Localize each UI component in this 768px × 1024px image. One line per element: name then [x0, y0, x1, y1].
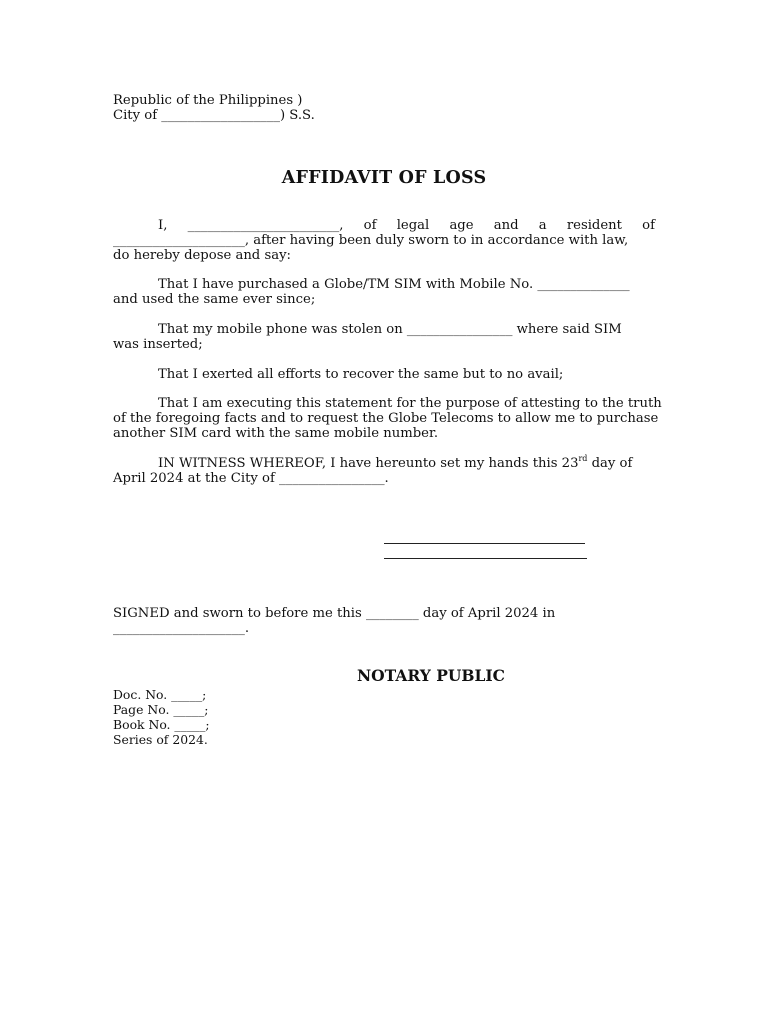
jurat-line-1: SIGNED and sworn to before me this ________ day of April 2024 in: [113, 606, 556, 621]
notary-public-heading: NOTARY PUBLIC: [356, 666, 505, 685]
stolen-line-1: [113, 322, 655, 337]
affiant-signature-line: [384, 543, 585, 544]
intro-line-2: ____________________, after having been duly sworn to in accordance with law,: [113, 233, 629, 248]
ordinal-suffix: rd: [578, 453, 588, 463]
witness-line-2: April 2024 at the City of ________________.: [113, 471, 389, 486]
witness-line-1-text: IN WITNESS WHEREOF, I have hereunto set my hands this 23: [158, 456, 579, 471]
stolen-line-2: was inserted;: [113, 337, 203, 352]
witness-line-1: [113, 453, 655, 471]
sim-line-1: [113, 277, 655, 292]
intro-line-1: [113, 218, 655, 233]
jurat-line-2: ____________________.: [113, 621, 250, 636]
doc-number: Doc. No. _____;: [113, 687, 207, 702]
venue-city: City of __________________) S.S.: [113, 108, 315, 123]
purpose-line-1-text: That I am executing this statement for the purpose of attesting to the truth: [158, 396, 662, 411]
purpose-line-1: [113, 396, 662, 411]
venue-republic: Republic of the Philippines ): [113, 93, 303, 108]
sim-line-1-text: That I have purchased a Globe/TM SIM with Mobile No. ______________: [158, 277, 630, 292]
intro-line-3: do hereby depose and say:: [113, 248, 291, 263]
purpose-line-2: of the foregoing facts and to request the Globe Telecoms to allow me to purchase: [113, 411, 659, 426]
affiant-name-line: [384, 558, 587, 559]
document-title: AFFIDAVIT OF LOSS: [281, 168, 487, 188]
stolen-line-1-text: That my mobile phone was stolen on ________________ where said SIM: [158, 322, 622, 337]
witness-line-1-end: day of: [587, 456, 633, 471]
efforts-line-1-text: That I exerted all efforts to recover the same but to no avail;: [158, 367, 564, 382]
sim-line-2: and used the same ever since;: [113, 292, 316, 307]
purpose-line-3: another SIM card with the same mobile number.: [113, 426, 439, 441]
page-number: Page No. _____;: [113, 702, 209, 717]
series-year: Series of 2024.: [113, 732, 208, 747]
intro-line-1-text: I, _______________________, of legal age and a resident of: [158, 218, 655, 233]
efforts-line-1: [113, 367, 655, 382]
book-number: Book No. _____;: [113, 717, 210, 732]
